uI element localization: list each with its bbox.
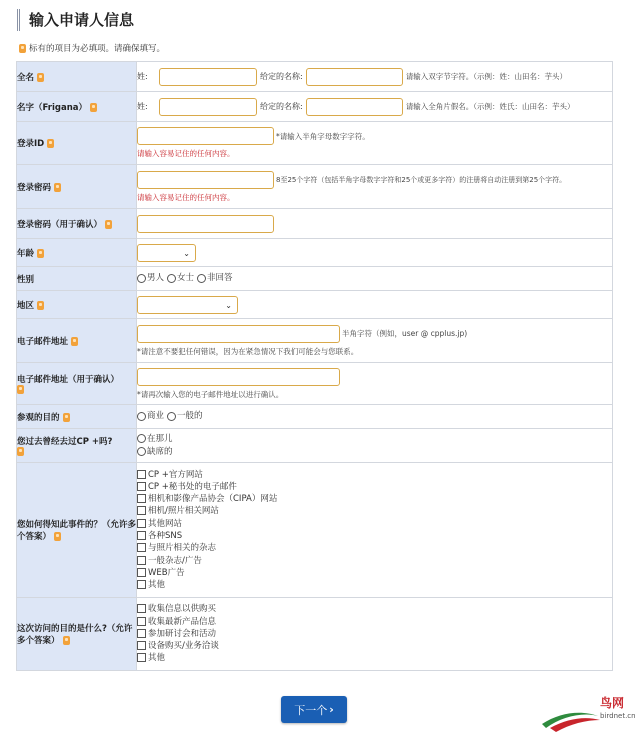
required-notice	[19, 42, 165, 54]
how-known-label: 您如何得知此事件的？（允许多个答案）	[17, 520, 137, 542]
visit-goal-checkbox[interactable]	[137, 629, 146, 638]
chevron-down-icon: ⌄	[183, 248, 190, 258]
how-known-option-label: 相机和影像产品协会（CIPA）网站	[148, 494, 278, 505]
purpose-radio-general[interactable]	[167, 412, 176, 421]
row-password	[17, 165, 613, 209]
how-known-option-label: 与照片相关的杂志	[148, 543, 217, 554]
visit-goal-option-label: 收集信息以供购买	[148, 604, 217, 615]
email-confirm-label: 电子邮件地址（用于确认）	[17, 374, 120, 385]
row-visit-goal	[17, 598, 613, 671]
gender-option-label: 非回答	[207, 273, 233, 284]
given-name-label: 给定的名称:	[260, 72, 303, 81]
how-known-option-label: WEB广告	[148, 567, 185, 578]
how-known-option-label: 其他网站	[148, 518, 183, 529]
password-label: 登录密码	[17, 182, 52, 193]
visited-label: 您过去曾经去过CP +吗?	[17, 436, 113, 447]
given-name-input[interactable]	[306, 68, 403, 86]
login-id-error: 请输入容易记住的任何内容。	[137, 149, 235, 158]
visit-goal-option-label: 参加研讨会和活动	[148, 628, 217, 639]
login-id-input[interactable]	[137, 127, 274, 145]
visit-goal-option-label: 其他	[148, 653, 166, 664]
required-icon	[71, 337, 78, 346]
fullname-label: 全名	[17, 72, 35, 83]
gender-option-label: 女士	[177, 273, 195, 284]
visit-goal-option[interactable]	[137, 616, 612, 628]
how-known-option-label: 各种SNS	[148, 531, 183, 541]
required-icon	[47, 139, 54, 148]
required-icon	[37, 301, 44, 310]
required-icon	[17, 447, 24, 456]
purpose-label: 参观的目的	[17, 412, 60, 423]
gender-radio-no-answer[interactable]	[197, 274, 206, 283]
how-known-checkbox[interactable]	[137, 482, 146, 491]
how-known-option[interactable]	[137, 505, 612, 517]
how-known-option[interactable]	[137, 542, 612, 554]
fullname-hint: 请输入双字节字符。（示例：姓：山田名：芋头）	[405, 72, 567, 81]
how-known-option-label: 其他	[148, 580, 166, 591]
email-confirm-input[interactable]	[137, 368, 340, 386]
applicant-form	[16, 61, 613, 671]
how-known-option-label: CP +秘书处的电子邮件	[148, 481, 237, 492]
required-icon	[54, 183, 61, 192]
visit-goal-option[interactable]	[137, 628, 612, 640]
surname-kana-input[interactable]	[159, 98, 257, 116]
required-icon	[19, 44, 26, 53]
how-known-option[interactable]	[137, 567, 612, 579]
surname-label: 姓:	[137, 72, 148, 81]
password-hint: 8至25个字符（包括半角字母数字字符和25个或更多字符）的注册将自动注册到第25个字符。	[276, 175, 567, 184]
visited-option-label: 缺席的	[147, 446, 173, 457]
email-input[interactable]	[137, 325, 340, 343]
gender-radio-male[interactable]	[137, 274, 146, 283]
visited-option-label: 在那儿	[147, 434, 173, 445]
required-icon	[63, 636, 70, 645]
gender-label: 性别	[17, 274, 35, 285]
email-hint: 半角字符（例如，user @ cpplus.jp)	[342, 329, 468, 338]
row-gender	[17, 267, 613, 291]
row-region	[17, 291, 613, 319]
surname-input[interactable]	[159, 68, 257, 86]
visit-goal-option[interactable]	[137, 652, 612, 664]
visit-goal-checkbox[interactable]	[137, 653, 146, 662]
how-known-option-label: 相机/照片相关网站	[148, 506, 219, 517]
next-button[interactable]	[281, 696, 347, 723]
row-age	[17, 239, 613, 267]
visited-radio-no[interactable]	[137, 447, 146, 456]
region-select[interactable]	[137, 296, 238, 314]
how-known-option[interactable]	[137, 530, 612, 542]
row-email-confirm	[17, 363, 613, 405]
page-title: 输入申请人信息	[17, 9, 134, 31]
given-kana-label: 给定的名称:	[260, 102, 303, 111]
password-confirm-label: 登录密码（用于确认）	[17, 219, 103, 230]
surname-kana-label: 姓:	[137, 102, 148, 111]
visit-goal-checkbox[interactable]	[137, 604, 146, 613]
row-furigana	[17, 92, 613, 122]
email-label: 电子邮件地址	[17, 336, 69, 347]
required-icon	[37, 73, 44, 82]
how-known-option-label: 一般杂志/广告	[148, 555, 202, 566]
how-known-checkbox[interactable]	[137, 506, 146, 515]
how-known-option[interactable]	[137, 555, 612, 567]
region-label: 地区	[17, 300, 35, 311]
how-known-checkbox[interactable]	[137, 580, 146, 589]
visit-goal-option[interactable]	[137, 640, 612, 652]
visit-goal-option[interactable]	[137, 603, 612, 615]
chevron-right-icon: ›	[329, 703, 334, 716]
purpose-option-label: 一般的	[177, 411, 203, 422]
row-purpose	[17, 405, 613, 429]
required-icon	[17, 385, 24, 394]
required-icon	[90, 103, 97, 112]
how-known-option[interactable]	[137, 579, 612, 591]
how-known-option[interactable]	[137, 518, 612, 530]
visit-goal-checkbox[interactable]	[137, 641, 146, 650]
how-known-checkbox[interactable]	[137, 556, 146, 565]
row-email	[17, 319, 613, 363]
row-fullname	[17, 62, 613, 92]
email-note: *请注意不要犯任何错误，因为在紧急情况下我们可能会与您联系。	[137, 346, 359, 356]
logo-domain: birdnet.cn	[600, 712, 636, 720]
how-known-checkbox[interactable]	[137, 543, 146, 552]
how-known-checkbox[interactable]	[137, 470, 146, 479]
chevron-down-icon: ⌄	[225, 300, 232, 310]
how-known-checkbox[interactable]	[137, 494, 146, 503]
visit-goal-checkbox[interactable]	[137, 617, 146, 626]
furigana-label: 名字（Frigana）	[17, 102, 87, 113]
login-id-hint: *请输入半角字母数字字符。	[276, 131, 370, 141]
how-known-option[interactable]	[137, 493, 612, 505]
purpose-option-label: 商业	[147, 411, 165, 422]
age-label: 年龄	[17, 248, 35, 259]
row-password-confirm	[17, 209, 613, 239]
how-known-checkbox[interactable]	[137, 531, 146, 540]
logo-name: 鸟网	[600, 696, 625, 710]
login-id-label: 登录ID	[17, 139, 45, 149]
purpose-radio-business[interactable]	[137, 412, 146, 421]
gender-option-label: 男人	[147, 273, 165, 284]
required-icon	[63, 413, 70, 422]
given-kana-input[interactable]	[306, 98, 403, 116]
next-button-label: 下一个	[294, 703, 328, 717]
row-login-id	[17, 122, 613, 165]
how-known-option[interactable]	[137, 469, 612, 481]
visit-goal-option-label: 收集最新产品信息	[148, 616, 217, 627]
email-confirm-note: *请再次输入您的电子邮件地址以进行确认。	[137, 389, 284, 399]
how-known-option-label: CP +官方网站	[148, 469, 203, 480]
row-visited	[17, 429, 613, 463]
visit-goal-option-label: 设备购买/业务洽谈	[148, 641, 219, 652]
how-known-checkbox[interactable]	[137, 568, 146, 577]
required-icon	[54, 532, 61, 541]
age-select[interactable]	[137, 244, 196, 262]
visited-radio-yes[interactable]	[137, 434, 146, 443]
notice-text: 标有的项目为必填项。请确保填写。	[29, 44, 166, 54]
how-known-option[interactable]	[137, 481, 612, 493]
visit-goal-label: 这次访问的目的是什么?（允许多个答案）	[17, 624, 133, 646]
password-confirm-input[interactable]	[137, 215, 274, 233]
how-known-checkbox[interactable]	[137, 519, 146, 528]
required-icon	[37, 249, 44, 258]
furigana-hint: 请输入全角片假名。（示例：姓氏：山田名：芋头）	[405, 102, 575, 111]
required-icon	[105, 220, 112, 229]
row-how-known	[17, 463, 613, 598]
password-error: 请输入容易记住的任何内容。	[137, 192, 235, 202]
password-input[interactable]	[137, 171, 274, 189]
gender-radio-female[interactable]	[167, 274, 176, 283]
